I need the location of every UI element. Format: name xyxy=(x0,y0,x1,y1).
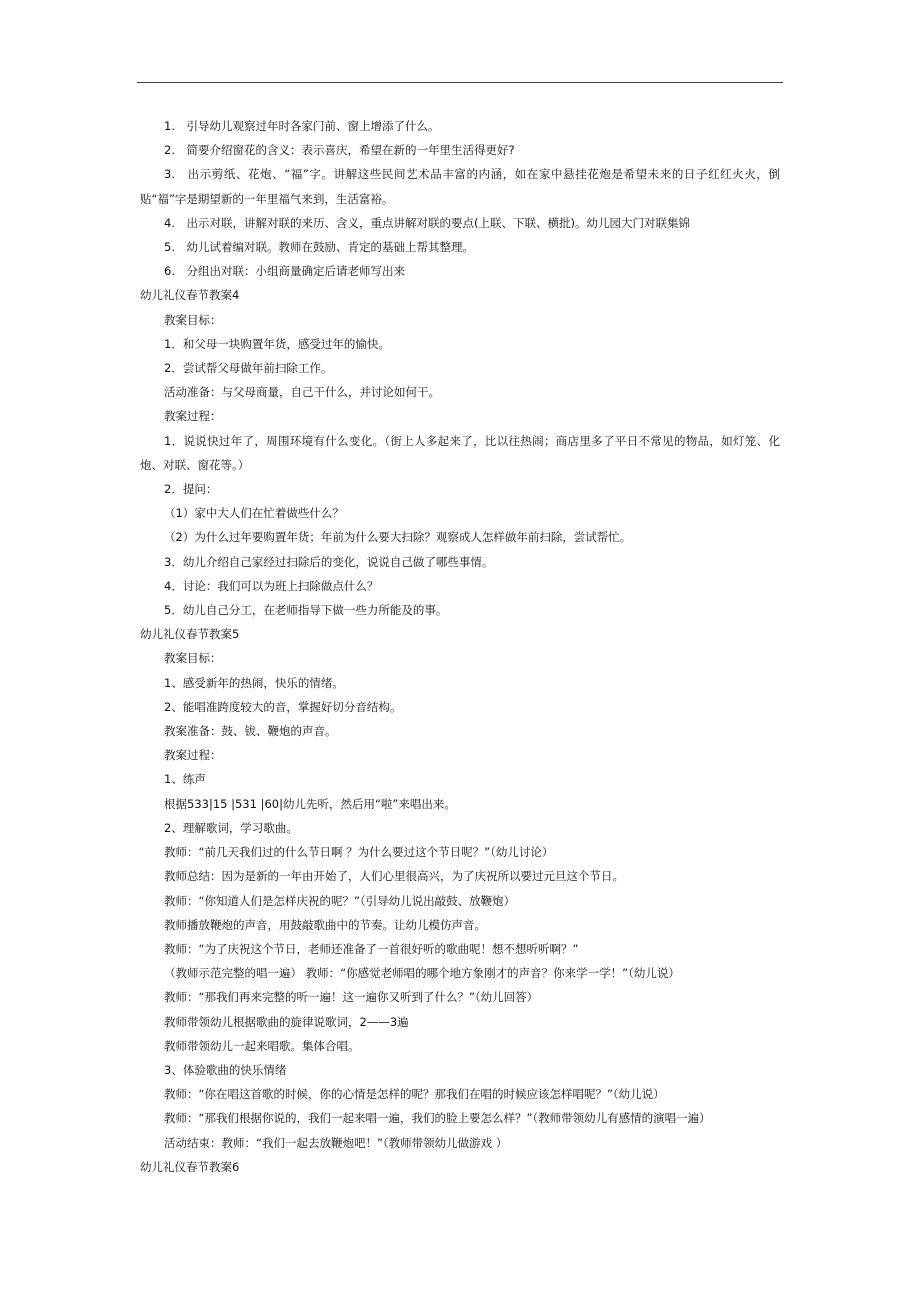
text-line: 教案过程： xyxy=(164,409,222,424)
text-line: 1. 引导幼儿观察过年时各家门前、窗上增添了什么。 xyxy=(164,119,440,133)
text-line: 3、体验歌曲的快乐情绪 xyxy=(164,1062,287,1077)
text-line: 2. 简要介绍窗花的含义：表示喜庆，希望在新的一年里生活得更好? xyxy=(164,143,515,158)
text-line: （教师示范完整的唱一遍） 教师：“你感觉老师唱的哪个地方象刚才的声音？你来学一学！”（幼儿说） xyxy=(164,966,680,981)
text-line: 教案准备：鼓、钹、鞭炮的声音。 xyxy=(164,724,337,739)
text-line: 1．和父母一块购置年货，感受过年的愉快。 xyxy=(164,336,390,351)
text-line: 教师：“前几天我们过的什么节日啊 ？为什么要过这个节日呢？”（幼儿讨论） xyxy=(164,845,554,860)
text-line: 教师：“你知道人们是怎样庆祝的呢？”（引导幼儿说出敲鼓、放鞭炮） xyxy=(164,893,516,908)
text-line: 2、能唱准跨度较大的音，掌握好切分音结构。 xyxy=(164,699,402,714)
text-line: 教师总结：因为是新的一年由开始了，人们心里很高兴，为了庆祝所以要过元旦这个节日。 xyxy=(164,869,624,884)
text-line: 教师带领幼儿一起来唱歌。集体合唱。 xyxy=(164,1038,360,1053)
text-line: 教案目标： xyxy=(164,312,222,327)
text-line: 根据533|15 |531 |60|幼儿先听，然后用“啦”来唱出来。 xyxy=(164,796,456,811)
text-line: 6. 分组出对联：小组商量确定后请老师写出来 xyxy=(164,264,405,279)
text-line: 活动结束：教师：“我们一起去放鞭炮吧！”（教师带领幼儿做游戏 ） xyxy=(164,1135,508,1150)
text-line: 2、理解歌词，学习歌曲。 xyxy=(164,820,298,835)
text-line: 教师带领幼儿根据歌曲的旋律说歌词，2——3遍 xyxy=(164,1014,409,1029)
text-line: 4. 出示对联，讲解对联的来历、含义，重点讲解对联的要点(上联、下联、横批)。幼儿园大门对联集锦 xyxy=(164,215,690,230)
text-line: （1）家中大人们在忙着做些什么？ xyxy=(164,506,344,521)
text-line: 1、感受新年的热闹，快乐的情绪。 xyxy=(164,675,344,690)
text-line: 1．说说快过年了，周围环境有什么变化。（街上人多起来了，比以往热闹；商店里多了平日不常见的物品，如灯笼、化炮、对联、窗花等。） xyxy=(140,433,780,472)
text-line: 幼儿礼仪春节教案6 xyxy=(140,1159,240,1174)
text-line: 2．尝试帮父母做年前扫除工作。 xyxy=(164,361,333,376)
text-line: 教案目标： xyxy=(164,651,222,666)
text-line: 教师：“那我们再来完整的听一遍！这一遍你又听到了什么？”（幼儿回答） xyxy=(164,990,539,1005)
text-line: 教师播放鞭炮的声音，用鼓敲歌曲中的节奏。让幼儿模仿声音。 xyxy=(164,917,486,932)
text-line: 5．幼儿自己分工，在老师指导下做一些力所能及的事。 xyxy=(164,603,448,618)
text-line: 2．提问： xyxy=(164,482,218,497)
text-line: 1、练声 xyxy=(164,772,206,787)
text-line: 幼儿礼仪春节教案5 xyxy=(140,627,240,642)
text-line: 3. 出示剪纸、花炮、“福”字。讲解这些民间艺术品丰富的内涵，如在家中悬挂花炮是希望未来的日子红红火火，倒贴“福”字是期望新的一年里福气来到，生活富裕。 xyxy=(140,167,780,206)
text-line: 4．讨论：我们可以为班上扫除做点什么？ xyxy=(164,578,379,593)
text-line: 教师：“那我们根据你说的，我们一起来唱一遍，我们的脸上要怎么样？”（教师带领幼儿有感情的演唱一遍） xyxy=(164,1111,711,1126)
text-line: 教师：“你在唱这首歌的时候，你的心情是怎样的呢？那我们在唱的时候应该怎样唱呢？”（幼儿说） xyxy=(164,1087,665,1102)
text-line: 幼儿礼仪春节教案4 xyxy=(140,288,240,303)
text-line: （2）为什么过年要购置年货；年前为什么要大扫除？观察成人怎样做年前扫除，尝试帮忙。 xyxy=(164,530,632,545)
text-line: 教师：“为了庆祝这个节日，老师还准备了一首很好听的歌曲呢！想不想听听啊？” xyxy=(164,941,579,956)
text-line: 活动准备：与父母商量，自己干什么，并讨论如何干。 xyxy=(164,385,440,400)
text-line: 5. 幼儿试着编对联。教师在鼓励、肯定的基础上帮其整理。 xyxy=(164,240,474,255)
document-body xyxy=(140,114,780,1179)
text-line: 教案过程： xyxy=(164,748,222,763)
header-rule xyxy=(137,82,783,83)
text-line: 3．幼儿介绍自己家经过扫除后的变化，说说自己做了哪些事情。 xyxy=(164,554,494,569)
